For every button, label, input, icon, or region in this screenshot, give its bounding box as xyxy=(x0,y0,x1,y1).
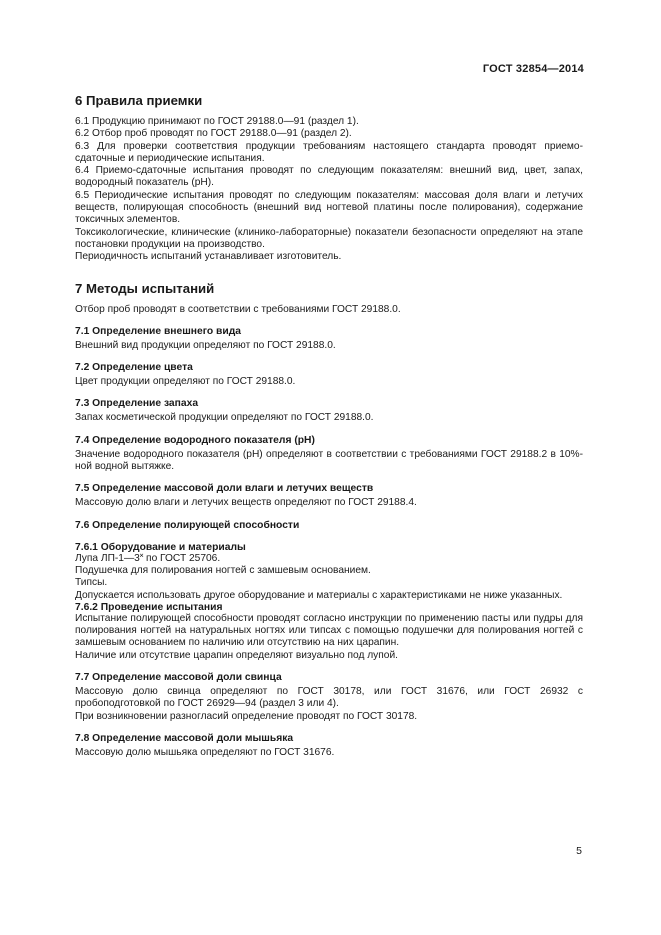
equipment-alternative: Допускается использовать другое оборудование и материалы с характеристиками не ниже указанных. xyxy=(75,589,563,601)
section-7-8-title: 7.8 Определение массовой доли мышьяка xyxy=(75,732,294,744)
paragraph-6-5: 6.5 Периодические испытания проводят по следующим показателям: массовая доля влаги и летучих веществ, полирующая способность (внешний вид ногтевой платины после полирования), содержание токсичных элементов. xyxy=(75,189,583,226)
equipment-pad: Подушечка для полирования ногтей с замшевым основанием. xyxy=(75,564,371,576)
paragraph-6-4: 6.4 Приемо-сдаточные испытания проводят по следующим показателям: внешний вид, цвет, запах, водородный показатель (pH). xyxy=(75,165,583,189)
equipment-magnifier: Лупа ЛП-1—3˟ по ГОСТ 25706. xyxy=(75,552,221,564)
paragraph-6-1: 6.1 Продукцию принимают по ГОСТ 29188.0—91 (раздел 1). xyxy=(75,116,359,127)
paragraph-7-4: Значение водородного показателя (pH) определяют в соответствии с требованиями ГОСТ 29188.2 в 10%-ной водной вытяжке. xyxy=(75,448,583,473)
standard-code: ГОСТ 32854—2014 xyxy=(482,63,584,75)
section-7-title: 7 Методы испытаний xyxy=(75,280,215,296)
paragraph-7-6-2-evaluation: Наличие или отсутствие царапин определяют визуально под лупой. xyxy=(75,649,398,661)
section-7-1-title: 7.1 Определение внешнего вида xyxy=(75,325,241,337)
section-7-6-title: 7.6 Определение полирующей способности xyxy=(75,519,300,531)
equipment-tips: Типсы. xyxy=(75,577,108,589)
paragraph-7-intro: Отбор проб проводят в соответствии с требованиями ГОСТ 29188.0. xyxy=(75,303,401,315)
paragraph-6-3: 6.3 Для проверки соответствия продукции требованиям настоящего стандарта проводят приемо-сдаточные и периодические испытания. xyxy=(75,140,583,164)
paragraph-7-6-2-procedure: Испытание полирующей способности проводят согласно инструкции по применению пасты или пудры для полирования ногтей на натуральных ногтях или типсах с помощью подушечки для полирования ногтей с замшевым основанием по наличию или отсутствию на них царапин. xyxy=(75,612,583,649)
paragraph-7-5: Массовую долю влаги и летучих веществ определяют по ГОСТ 29188.4. xyxy=(75,497,417,509)
section-7-6-2-title: 7.6.2 Проведение испытания xyxy=(75,601,223,613)
section-7-7-title: 7.7 Определение массовой доли свинца xyxy=(75,672,282,684)
paragraph-7-7-methods: Массовую долю свинца определяют по ГОСТ 30178, или ГОСТ 31676, или ГОСТ 26932 с пробоподготовкой по ГОСТ 26929—94 (раздел 3 или 4). xyxy=(75,686,583,710)
paragraph-7-1: Внешний вид продукции определяют по ГОСТ 29188.0. xyxy=(75,339,336,351)
section-7-5-title: 7.5 Определение массовой доли влаги и летучих веществ xyxy=(75,483,374,495)
section-7-4-title: 7.4 Определение водородного показателя (pH) xyxy=(75,434,315,446)
section-7-6-1-title: 7.6.1 Оборудование и материалы xyxy=(75,541,246,553)
paragraph-7-3: Запах косметической продукции определяют по ГОСТ 29188.0. xyxy=(75,412,374,424)
paragraph-7-7-disputes: При возникновении разногласий определение проводят по ГОСТ 30178. xyxy=(75,710,418,722)
page-content xyxy=(75,93,583,759)
page-number: 5 xyxy=(576,845,582,857)
section-7-2-title: 7.2 Определение цвета xyxy=(75,362,193,374)
paragraph-7-8: Массовую долю мышьяка определяют по ГОСТ 31676. xyxy=(75,746,335,758)
paragraph-7-2: Цвет продукции определяют по ГОСТ 29188.0. xyxy=(75,376,296,388)
section-7-3-title: 7.3 Определение запаха xyxy=(75,398,199,410)
paragraph-periodicity: Периодичность испытаний устанавливает изготовитель. xyxy=(75,251,342,263)
section-6-title: 6 Правила приемки xyxy=(75,93,203,108)
paragraph-toxicology: Токсикологические, клинические (клинико-лабораторные) показатели безопасности определяют на этапе постановки продукции на производство. xyxy=(75,226,583,250)
paragraph-6-2: 6.2 Отбор проб проводят по ГОСТ 29188.0—91 (раздел 2). xyxy=(75,128,352,140)
